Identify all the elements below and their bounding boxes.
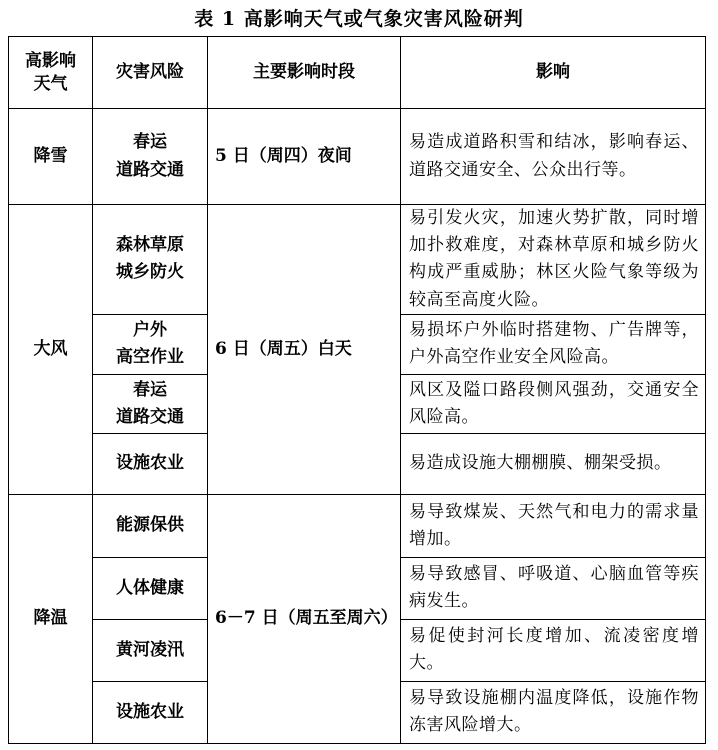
risk-cell <box>93 681 208 743</box>
risk-line: 道路交通 <box>116 159 184 180</box>
risk-cell <box>93 494 208 557</box>
impact-cell: 易促使封河长度增加、流凌密度增大。 <box>401 619 706 681</box>
risk-cell <box>93 433 208 494</box>
header-weather-line-1: 高影响 <box>25 50 76 71</box>
impact-cell: 易造成道路积雪和结冰，影响春运、道路交通安全、公众出行等。 <box>401 109 706 205</box>
risk-cell <box>93 374 208 433</box>
impact-cell: 易引发火灾，加速火势扩散，同时增加扑救难度，对森林草原和城乡防火构成严重威胁；林区火险气象等级为较高至高度火险。 <box>401 205 706 315</box>
table-row <box>9 205 706 315</box>
header-risk: 灾害风险 <box>93 37 208 109</box>
risk-line: 人体健康 <box>116 577 184 598</box>
weather-cell: 降温 <box>9 494 93 743</box>
risk-line: 设施农业 <box>116 701 184 722</box>
impact-cell: 风区及隘口路段侧风强劲，交通安全风险高。 <box>401 374 706 433</box>
period-cell: 5 日（周四）夜间 <box>208 109 401 205</box>
risk-cell <box>93 557 208 619</box>
header-weather <box>9 37 93 109</box>
risk-line: 户外 <box>133 320 167 341</box>
header-weather-line-2: 天气 <box>33 73 68 94</box>
impact-cell: 易造成设施大棚棚膜、棚架受损。 <box>401 433 706 494</box>
table-title: 表 1 高影响天气或气象灾害风险研判 <box>194 8 524 30</box>
risk-line: 春运 <box>133 132 167 153</box>
weather-cell: 降雪 <box>9 109 93 205</box>
risk-cell <box>93 205 208 315</box>
risk-line: 高空作业 <box>116 347 184 368</box>
risk-cell <box>93 619 208 681</box>
risk-line: 城乡防火 <box>116 262 184 283</box>
risk-line: 黄河凌汛 <box>116 639 184 660</box>
risk-table <box>8 36 706 744</box>
weather-cell: 大风 <box>9 205 93 495</box>
header-impact: 影响 <box>401 37 706 109</box>
risk-line: 能源保供 <box>116 515 184 536</box>
table-row <box>9 494 706 557</box>
risk-line: 森林草原 <box>116 235 184 256</box>
risk-line: 设施农业 <box>116 453 184 474</box>
impact-cell: 易导致感冒、呼吸道、心脑血管等疾病发生。 <box>401 557 706 619</box>
risk-cell <box>93 109 208 205</box>
header-row <box>9 37 706 109</box>
period-cell: 6－7 日（周五至周六） <box>208 494 401 743</box>
table-row <box>9 109 706 205</box>
impact-cell: 易损坏户外临时搭建物、广告牌等，户外高空作业安全风险高。 <box>401 314 706 374</box>
impact-cell: 易导致设施棚内温度降低，设施作物冻害风险增大。 <box>401 681 706 743</box>
header-period: 主要影响时段 <box>208 37 401 109</box>
impact-cell: 易导致煤炭、天然气和电力的需求量增加。 <box>401 494 706 557</box>
risk-cell <box>93 314 208 374</box>
period-cell: 6 日（周五）白天 <box>208 205 401 495</box>
risk-line: 道路交通 <box>116 406 184 427</box>
risk-line: 春运 <box>133 379 167 400</box>
